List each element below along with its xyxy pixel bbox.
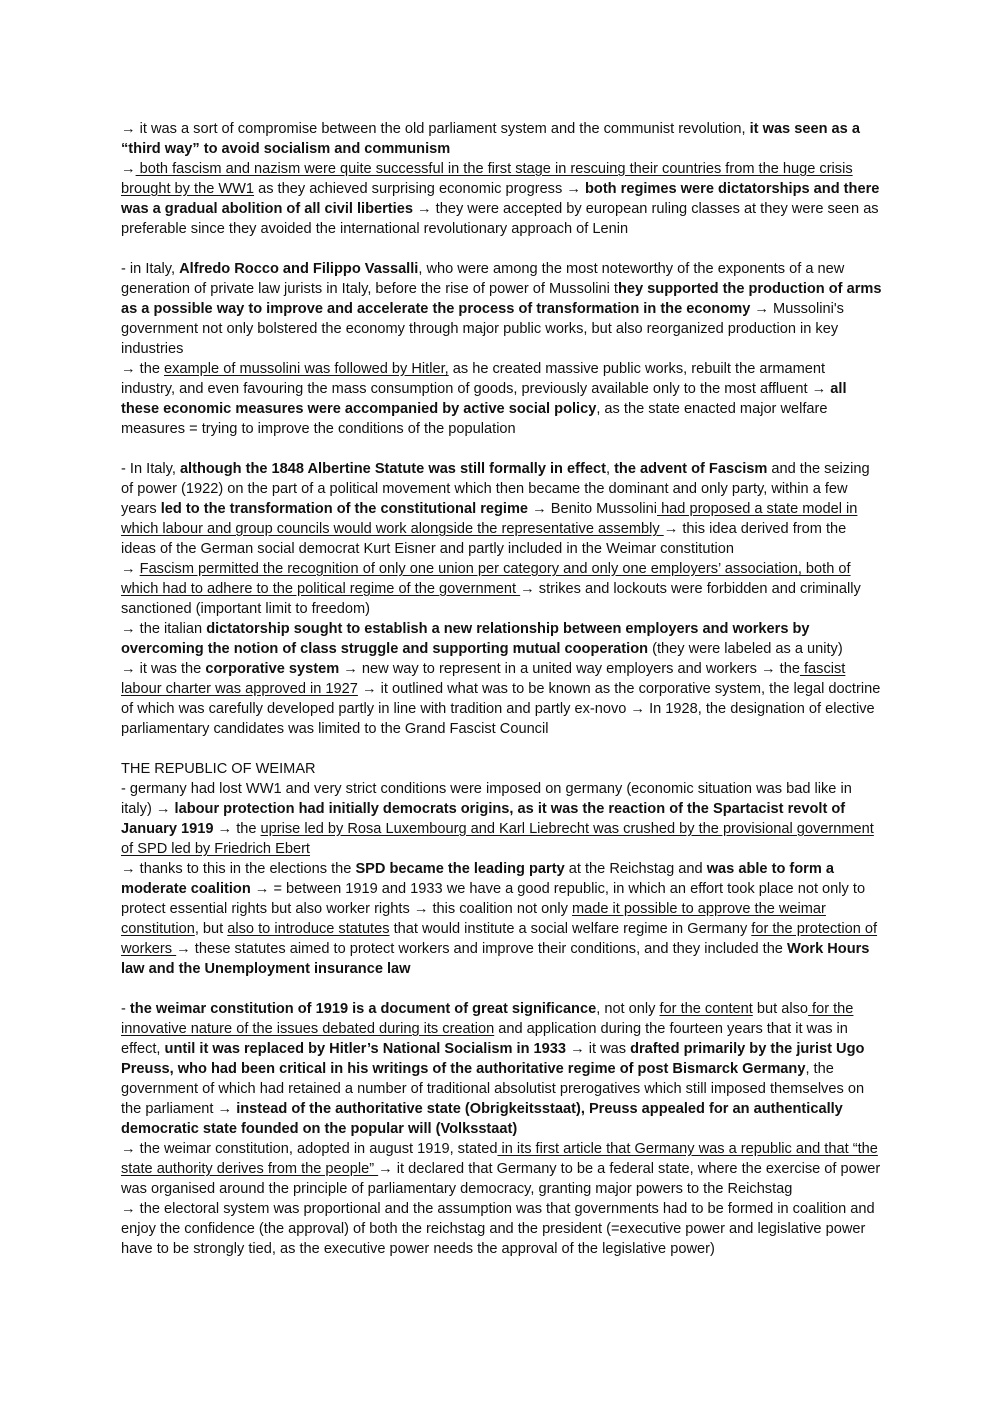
underlined-text: uprise led by Rosa Luxembourg and Karl Liebrecht was crushed by the provisional government of SPD led by Friedrich Ebert <box>121 821 874 857</box>
text-run: → it was <box>566 1041 631 1057</box>
text-run: - <box>121 1001 130 1017</box>
text-line <box>121 659 883 739</box>
bold-text: hey supported the production of arms as a possible way to improve and accelerate the process of transformation in the economy <box>121 281 882 317</box>
bold-text: led to the transformation of the constitutional regime <box>160 501 529 517</box>
text-line <box>121 259 883 359</box>
text-run: → = between 1919 and 1933 we have a good republic, in which an effort took place not only to protect essential rights but also worker rights → this coalition not only <box>121 881 866 917</box>
underlined-text: for the content <box>659 1001 753 1017</box>
text-line <box>121 559 883 619</box>
text-run: and application during the fourteen years that it was in effect, <box>121 1021 848 1057</box>
underlined-text: also to introduce statutes <box>227 921 390 937</box>
bold-text: the weimar constitution of 1919 is a document of great significance <box>129 1001 597 1017</box>
text-run: , <box>605 461 615 477</box>
text-line <box>121 119 883 159</box>
bold-text: was able to form a moderate coalition <box>121 861 835 897</box>
text-run: THE REPUBLIC OF WEIMAR <box>121 761 316 777</box>
bold-text: corporative system <box>205 661 340 677</box>
text-run: but also <box>752 1001 808 1017</box>
text-line <box>121 759 883 779</box>
bold-text: → instead of the authoritative state (Obrigkeitsstaat), Preuss appealed for an authentically democratic state founded on the popular will (Volksstaat) <box>121 1101 843 1137</box>
bold-text: → labour protection had initially democrats origins, as it was the reaction of the Spartacist revolt of January 1919 <box>121 801 846 837</box>
text-line <box>121 159 883 239</box>
text-run: - in Italy, <box>121 261 180 277</box>
text-run: → <box>121 561 140 577</box>
text-run: at the Reichstag and <box>564 861 707 877</box>
text-line <box>121 999 883 1139</box>
text-run: → it was the <box>121 661 206 677</box>
text-run: → Mussolini's government not only bolstered the economy through major public works, but also reorganized production in key industries <box>121 301 844 357</box>
bold-text: drafted primarily by the jurist Ugo Preuss, who had been critical in his writings of the authoritative regime of post Bismarck Germany <box>121 1041 865 1077</box>
underlined-text: for the protection of workers <box>121 921 878 957</box>
text-line <box>121 1199 883 1259</box>
text-run: → it outlined what was to be known as the corporative system, the legal doctrine of which was carefully developed partly in line with tradition and partly ex-novo → In 1928, the designation of elective parliamentary candidates was limited to the Grand Fascist Council <box>121 681 881 737</box>
underlined-text: had proposed a state model in which labour and group councils would work alongside the representative assembly <box>121 501 858 537</box>
underlined-text: fascist labour charter was approved in 1927 <box>121 661 846 697</box>
text-run: → strikes and lockouts were forbidden and criminally sanctioned (important limit to freedom) <box>121 581 861 617</box>
text-run: as he created massive public works, rebuilt the armament industry, and even favouring the mass consumption of goods, previously available only to the most affluent → <box>121 361 831 397</box>
text-run: , who were among the most noteworthy of the exponents of a new generation of private law jurists in Italy, before the rise of power of Mussolini t <box>121 261 845 297</box>
text-run: → new way to represent in a united way employers and workers → the <box>339 661 800 677</box>
text-run: → the italian <box>121 621 207 637</box>
text-run: → these statutes aimed to protect workers and improve their conditions, and they included the <box>176 941 787 957</box>
underlined-text: both fascism and nazism were quite successful in the first stage in rescuing their countries from the huge crisis brought by the WW1 <box>121 161 853 197</box>
text-run: as they achieved surprising economic progress → <box>254 181 585 197</box>
text-line <box>121 459 883 559</box>
bold-text: all these economic measures were accompanied by active social policy <box>121 381 847 417</box>
text-run: , but <box>194 921 228 937</box>
text-line <box>121 359 883 439</box>
bold-text: although the 1848 Albertine Statute was still formally in effect <box>179 461 606 477</box>
underlined-text: example of mussolini was followed by Hitler, <box>164 361 449 377</box>
text-run: that would institute a social welfare regime in Germany <box>389 921 752 937</box>
text-run: → the <box>121 361 164 377</box>
underlined-text: for the innovative nature of the issues debated during its creation <box>121 1001 854 1037</box>
bold-text: Alfredo Rocco and Filippo Vassalli <box>179 261 419 277</box>
text-run: (they were labeled as a unity) <box>648 641 843 657</box>
text-run: → the weimar constitution, adopted in august 1919, stated <box>121 1141 498 1157</box>
text-run: , the government of which had retained a number of traditional absolutist prerogatives which still imposed themselves on the parliament <box>121 1061 865 1117</box>
text-run: and the seizing of power (1922) on the part of a political movement which then became the dominant and only party, within a few years <box>121 461 870 517</box>
text-run: - germany had lost WW1 and very strict conditions were imposed on germany (economic situation was bad like in italy) <box>121 781 852 817</box>
paragraph-spacer <box>121 439 883 459</box>
text-run: - In Italy, <box>121 461 180 477</box>
text-line <box>121 859 883 979</box>
text-line <box>121 619 883 659</box>
underlined-text: in its first article that Germany was a republic and that “the state authority derives from the people” <box>121 1141 878 1177</box>
bold-text: the advent of Fascism <box>614 461 768 477</box>
text-run: → Benito Mussolini <box>528 501 658 517</box>
text-line <box>121 779 883 859</box>
paragraph-spacer <box>121 979 883 999</box>
bold-text: until it was replaced by Hitler’s National Socialism in 1933 <box>164 1041 567 1057</box>
text-run: → it declared that Germany to be a federal state, where the exercise of power was organised around the principle of parliamentary democracy, granting major powers to the Reichstag <box>121 1161 881 1197</box>
text-run: → it was a sort of compromise between the old parliament system and the communist revolution, <box>121 121 750 137</box>
bold-text: both regimes were dictatorships and there was a gradual abolition of all civil liberties <box>121 181 880 217</box>
document-page <box>121 119 883 1259</box>
text-run: → this idea derived from the ideas of the German social democrat Kurt Eisner and partly included in the Weimar constitution <box>121 521 847 557</box>
text-run: → they were accepted by european ruling classes at they were seen as preferable since they avoided the international revolutionary approach of Lenin <box>121 201 879 237</box>
paragraph-spacer <box>121 739 883 759</box>
bold-text: Work Hours law and the Unemployment insurance law <box>121 941 870 977</box>
bold-text: SPD became the leading party <box>355 861 565 877</box>
text-run: → <box>121 161 136 177</box>
text-run: → the electoral system was proportional and the assumption was that governments had to be formed in coalition and enjoy the confidence (the approval) of both the reichstag and the president (=executive power and legislative power have to be strongly tied, as the executive power needs the approval of the legislative power) <box>121 1201 875 1257</box>
underlined-text: made it possible to approve the weimar constitution <box>121 901 826 937</box>
underlined-text: Fascism permitted the recognition of only one union per category and only one employers’ association, both of which had to adhere to the political regime of the government <box>121 561 851 597</box>
text-run: , not only <box>596 1001 660 1017</box>
bold-text: it was seen as a “third way” to avoid socialism and communism <box>121 121 860 157</box>
paragraph-spacer <box>121 239 883 259</box>
bold-text: dictatorship sought to establish a new relationship between employers and workers by overcoming the notion of class struggle and supporting mutual cooperation <box>121 621 810 657</box>
text-run: → thanks to this in the elections the <box>121 861 356 877</box>
text-run: → the <box>213 821 261 837</box>
text-line <box>121 1139 883 1199</box>
text-run: , as the state enacted major welfare measures = trying to improve the conditions of the population <box>121 401 828 437</box>
